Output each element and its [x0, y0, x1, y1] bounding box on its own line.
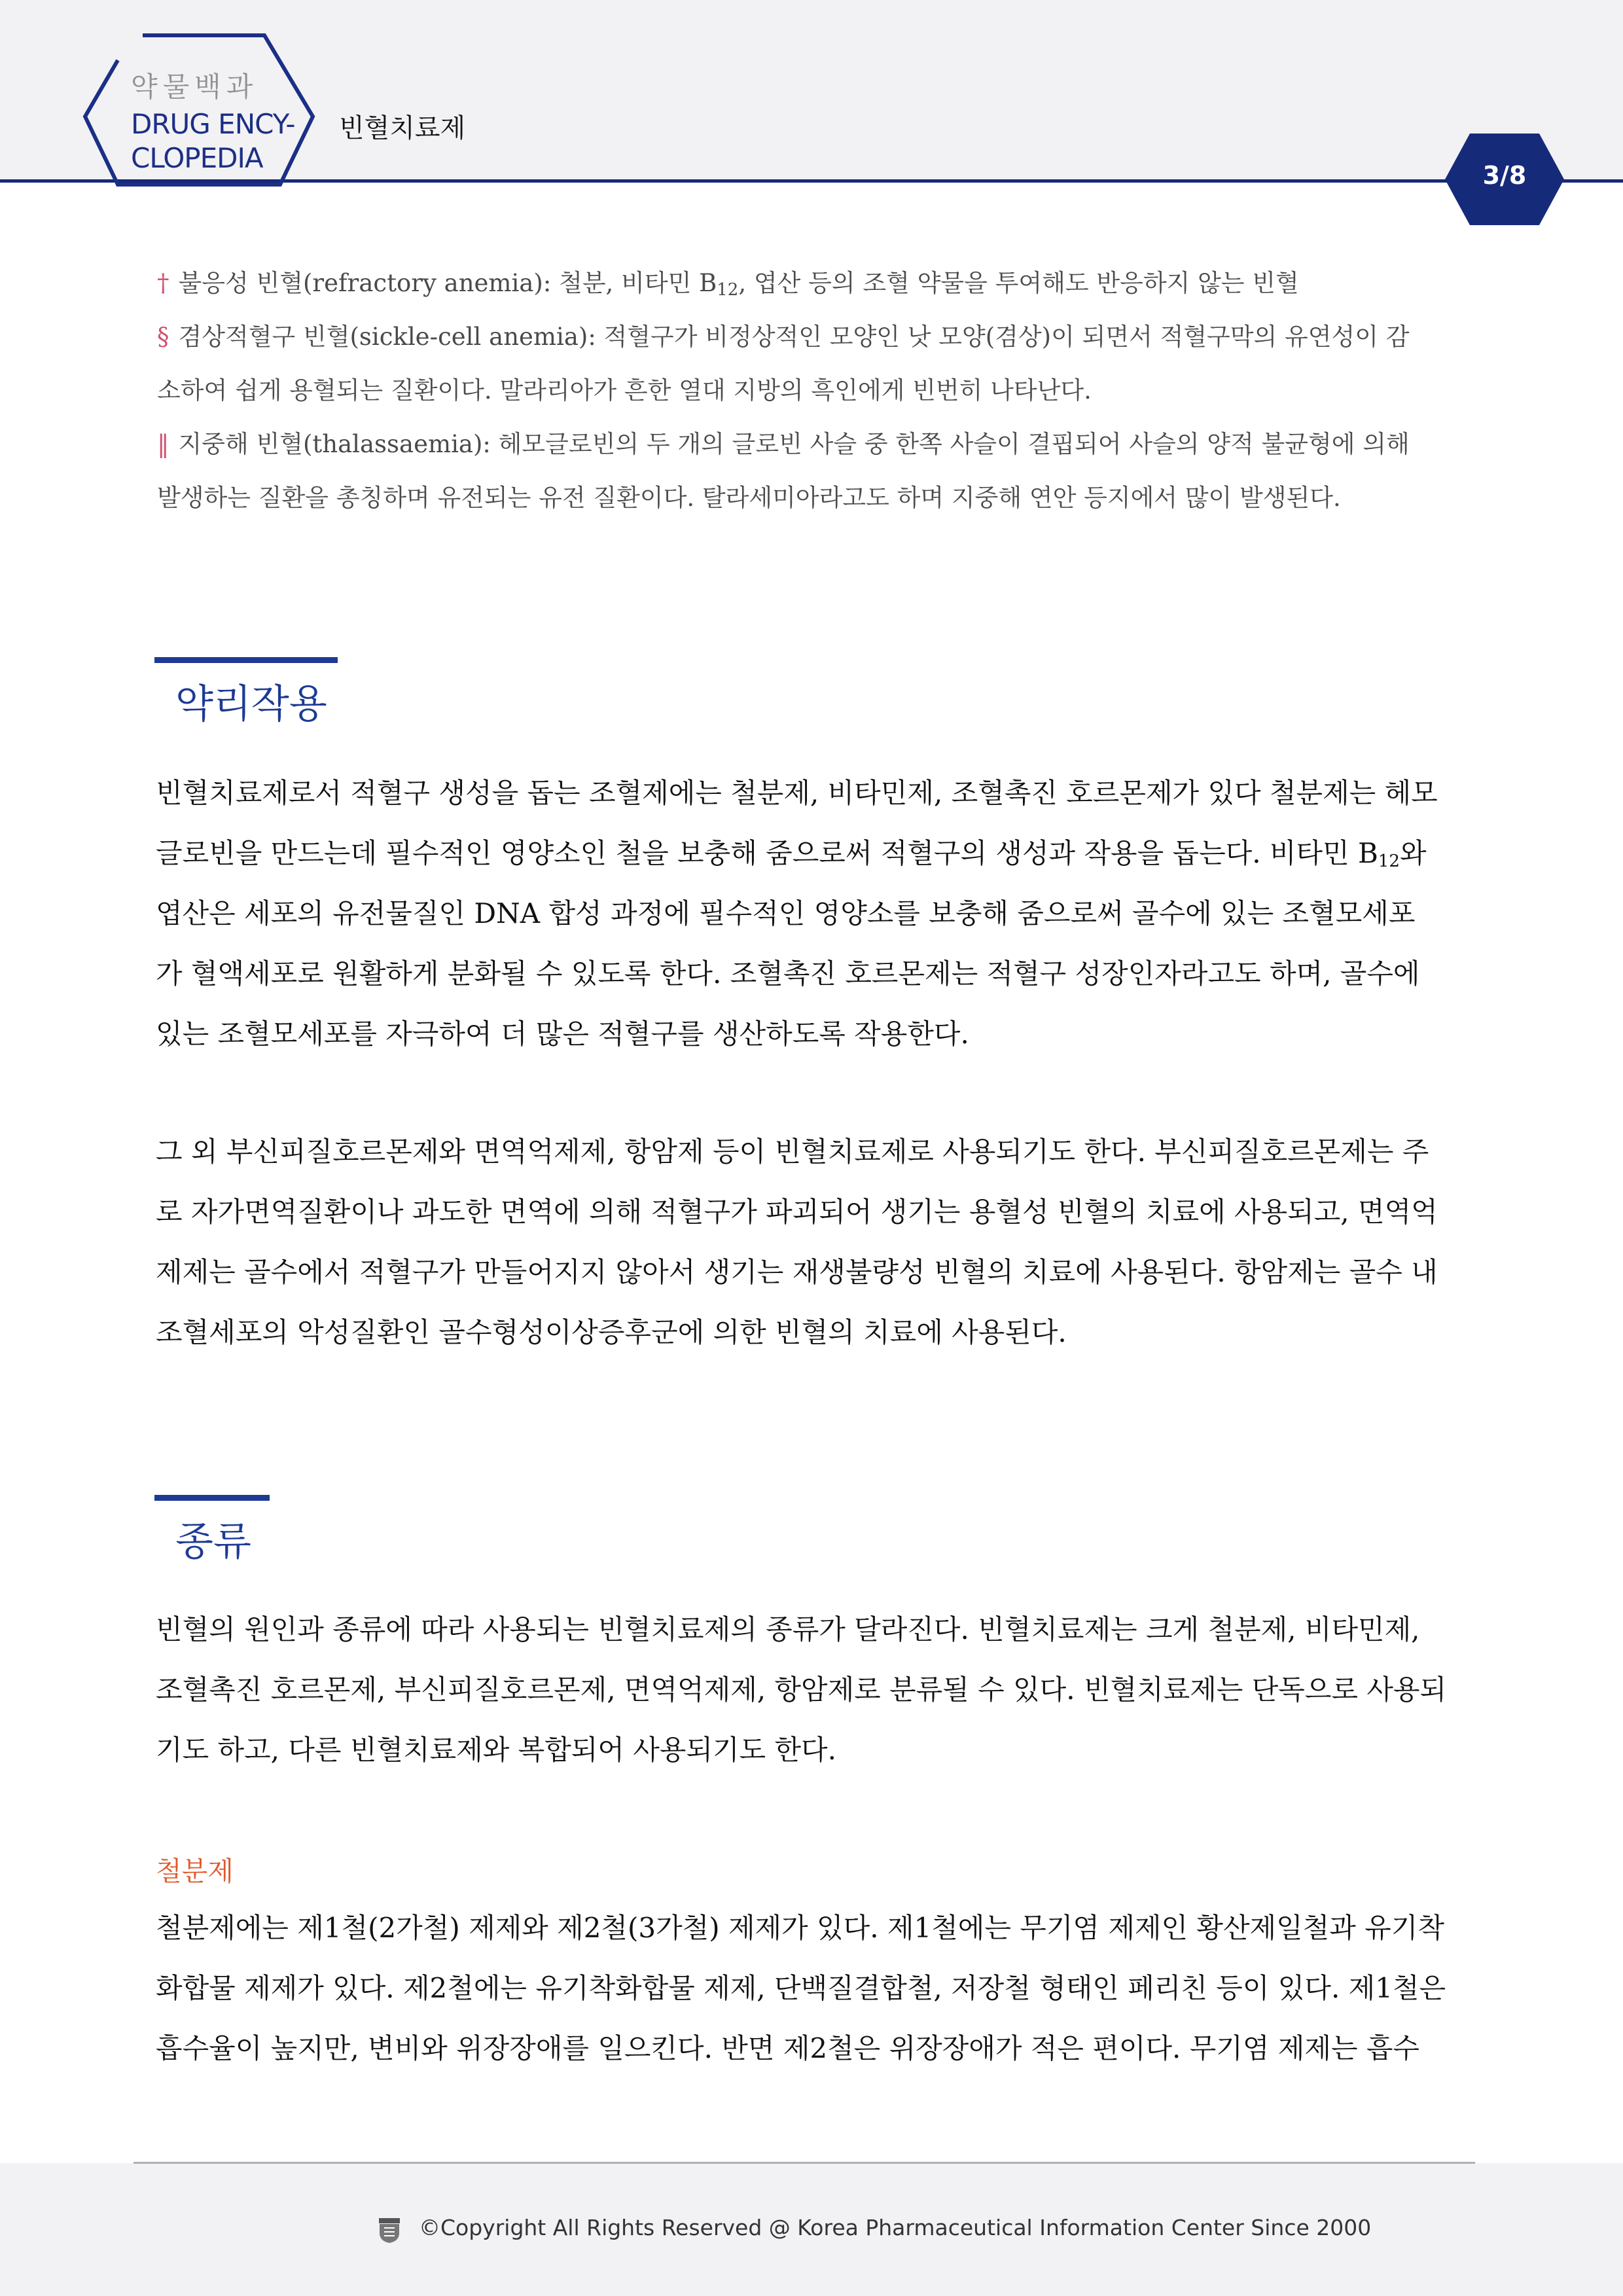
page-indicator: 3/8	[1482, 161, 1527, 190]
text-line: 제제는 골수에서 적혈구가 만들어지지 않아서 생기는 재생불량성 빈혈의 치료에 사용된다. 항암제는 골수 내	[156, 1256, 1438, 1288]
text-line: 흡수율이 높지만, 변비와 위장장애를 일으킨다. 반면 제2철은 위장장애가 적은 편이다. 무기염 제제는 흡수	[156, 2032, 1420, 2064]
section-underline	[154, 1495, 270, 1501]
text-line-part: 글로빈을 만드는데 필수적인 영양소인 철을 보충해 줌으로써 적혈구의 생성과 작용을 돕는다. 비타민 B	[156, 837, 1378, 869]
footnote-mark: ‖	[157, 430, 169, 458]
footnote-text: 겸상적혈구 빈혈(sickle-cell anemia): 적혈구가 비정상적인 모양인 낫 모양(겸상)이 되면서 적혈구막의 유연성이 감	[178, 323, 1410, 351]
text-line: 기도 하고, 다른 빈혈치료제와 복합되어 사용되기도 한다.	[156, 1734, 836, 1766]
section-underline	[154, 657, 338, 663]
logo-korean-text: 약물백과	[131, 71, 259, 103]
text-line-part: 와	[1399, 837, 1427, 869]
footnote-text: 불응성 빈혈(refractory anemia): 철분, 비타민 B	[178, 269, 717, 297]
text-line	[156, 823, 1469, 884]
text-line: 철분제에는 제1철(2가철) 제제와 제2철(3가철) 제제가 있다. 제1철에는 무기염 제제인 황산제일철과 유기착	[156, 1912, 1444, 1944]
paragraph-types-1	[156, 1600, 1469, 1780]
kpic-crest-icon	[378, 2217, 401, 2244]
footnote-thalassaemia	[157, 424, 1472, 459]
text-line: 로 자가면역질환이나 과도한 면역에 의해 적혈구가 파괴되어 생기는 용혈성 빈혈의 치료에 사용되고, 면역억	[156, 1196, 1438, 1228]
footnote-sickle-cell	[157, 317, 1472, 352]
logo-english-text	[131, 107, 295, 175]
subsection-title-iron: 철분제	[156, 1856, 234, 1887]
logo-english-line1: DRUG ENCY-	[131, 108, 295, 140]
text-line: 화합물 제제가 있다. 제2철에는 유기착화합물 제제, 단백질결합철, 저장철 형태인 페리친 등이 있다. 제1철은	[156, 1972, 1446, 2004]
footer-copyright: ©Copyright All Rights Reserved @ Korea Pharmaceutical Information Center Since 2000	[419, 2215, 1372, 2240]
paragraph-pharmacology-2	[156, 1122, 1469, 1363]
footnote-mark: †	[157, 269, 169, 297]
paragraph-iron	[156, 1898, 1469, 2079]
text-line: 있는 조혈모세포를 자극하여 더 많은 적혈구를 생산하도록 작용한다.	[156, 1018, 969, 1050]
footnote-mark: §	[157, 323, 169, 351]
section-title-types: 종류	[175, 1519, 251, 1565]
paragraph-pharmacology-1	[156, 763, 1469, 1064]
text-line: 빈혈의 원인과 종류에 따라 사용되는 빈혈치료제의 종류가 달라진다. 빈혈치료제는 크게 철분제, 비타민제,	[156, 1613, 1420, 1645]
text-line: 빈혈치료제로서 적혈구 생성을 돕는 조혈제에는 철분제, 비타민제, 조혈촉진 호르몬제가 있다 철분제는 헤모	[156, 777, 1438, 809]
footnote-text-cont: , 엽산 등의 조혈 약물을 투여해도 반응하지 않는 빈혈	[738, 269, 1299, 297]
section-title-pharmacology: 약리작용	[175, 681, 327, 727]
footer-divider	[134, 2162, 1475, 2164]
document-title: 빈혈치료제	[339, 113, 466, 143]
text-line: 그 외 부신피질호르몬제와 면역억제제, 항암제 등이 빈혈치료제로 사용되기도 한다. 부신피질호르몬제는 주	[156, 1136, 1429, 1168]
text-line: 조혈세포의 악성질환인 골수형성이상증후군에 의한 빈혈의 치료에 사용된다.	[156, 1316, 1067, 1348]
subscript: 12	[1378, 852, 1400, 871]
footnote-text: 발생하는 질환을 총칭하며 유전되는 유전 질환이다. 탈라세미아라고도 하며 지중해 연안 등지에서 많이 발생된다.	[157, 484, 1341, 512]
footnote-text: 지중해 빈혈(thalassaemia): 헤모글로빈의 두 개의 글로빈 사슬 중 한쪽 사슬이 결핍되어 사슬의 양적 불균형에 의해	[178, 430, 1410, 458]
footnote-thalassaemia-cont	[157, 478, 1472, 513]
footnote-refractory-anemia	[157, 263, 1472, 300]
logo-english-line2: CLOPEDIA	[131, 142, 263, 174]
text-line: 조혈촉진 호르몬제, 부신피질호르몬제, 면역억제제, 항암제로 분류될 수 있다. 빈혈치료제는 단독으로 사용되	[156, 1674, 1447, 1706]
text-line: 엽산은 세포의 유전물질인 DNA 합성 과정에 필수적인 영양소를 보충해 줌으로써 골수에 있는 조혈모세포	[156, 897, 1416, 929]
footnote-text: 소하여 쉽게 용혈되는 질환이다. 말라리아가 흔한 열대 지방의 흑인에게 빈번히 나타난다.	[157, 376, 1092, 404]
footnote-sickle-cell-cont	[157, 370, 1472, 406]
subscript: 12	[717, 280, 739, 300]
text-line: 가 혈액세포로 원활하게 분화될 수 있도록 한다. 조혈촉진 호르몬제는 적혈구 성장인자라고도 하며, 골수에	[156, 958, 1420, 990]
